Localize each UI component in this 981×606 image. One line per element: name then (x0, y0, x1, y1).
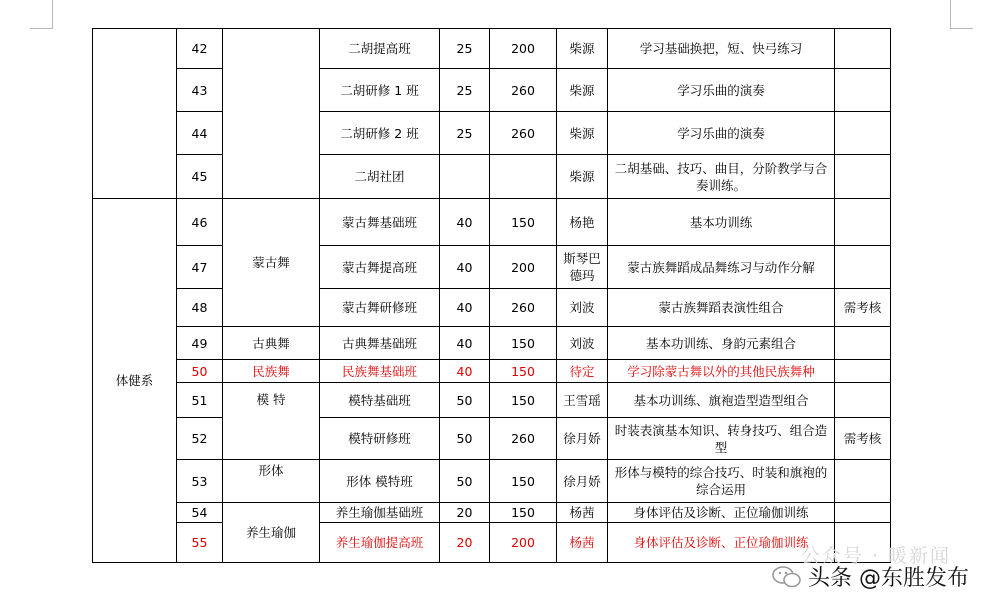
hours: 260 (490, 289, 557, 327)
category-cell: 民族舞 (223, 360, 320, 383)
course-name: 蒙古舞基础班 (320, 199, 440, 246)
hours: 260 (490, 69, 557, 112)
category-cell: 形体 (223, 460, 320, 503)
teacher: 徐月娇 (557, 418, 608, 460)
course-name: 模特基础班 (320, 383, 440, 418)
hours: 260 (490, 418, 557, 460)
students (440, 155, 490, 199)
row-no: 47 (177, 246, 223, 289)
toutiao-watermark (772, 561, 969, 592)
teacher: 柴源 (557, 155, 608, 199)
note: 需考核 (835, 289, 891, 327)
row-no: 49 (177, 327, 223, 360)
course-name: 模特研修班 (320, 418, 440, 460)
course-name: 二胡提高班 (320, 29, 440, 69)
students: 25 (440, 29, 490, 69)
students: 40 (440, 289, 490, 327)
students: 50 (440, 460, 490, 503)
row-no: 51 (177, 383, 223, 418)
table-row (93, 383, 891, 418)
note: 需考核 (835, 418, 891, 460)
hours (490, 155, 557, 199)
content: 时装表演基本知识、转身技巧、组合造型 (608, 418, 835, 460)
hours: 150 (490, 360, 557, 383)
content: 学习除蒙古舞以外的其他民族舞种 (608, 360, 835, 383)
content: 学习基础换把，短、快弓练习 (608, 29, 835, 69)
course-name: 二胡社团 (320, 155, 440, 199)
content: 学习乐曲的演奏 (608, 112, 835, 155)
wechat-watermark-text: 公众号 · 暖新闻 (800, 545, 951, 567)
course-name: 蒙古舞研修班 (320, 289, 440, 327)
table-row (93, 112, 891, 155)
teacher: 斯琴巴德玛 (557, 246, 608, 289)
students: 25 (440, 112, 490, 155)
students: 40 (440, 360, 490, 383)
teacher: 刘波 (557, 327, 608, 360)
row-no: 55 (177, 523, 223, 563)
students: 40 (440, 199, 490, 246)
dept-cell-empty (93, 29, 177, 199)
content: 形体与模特的综合技巧、时装和旗袍的综合运用 (608, 460, 835, 503)
category-cell-empty (223, 29, 320, 199)
table-row (93, 327, 891, 360)
note (835, 460, 891, 503)
students: 25 (440, 69, 490, 112)
page-corner-mark-left (30, 0, 53, 29)
row-no: 46 (177, 199, 223, 246)
note (835, 112, 891, 155)
students: 20 (440, 503, 490, 523)
toutiao-watermark-text: 头条 @东胜发布 (808, 566, 969, 591)
row-no: 48 (177, 289, 223, 327)
table-row (93, 29, 891, 69)
wechat-icon (772, 565, 802, 589)
students: 50 (440, 383, 490, 418)
course-table (92, 28, 891, 563)
course-name: 古典舞基础班 (320, 327, 440, 360)
content: 学习乐曲的演奏 (608, 69, 835, 112)
table-row (93, 523, 891, 563)
hours: 200 (490, 29, 557, 69)
content: 二胡基础、技巧、曲目，分阶教学与合奏训练。 (608, 155, 835, 199)
note (835, 383, 891, 418)
teacher: 杨茜 (557, 523, 608, 563)
table-row (93, 246, 891, 289)
table-row (93, 503, 891, 523)
content: 基本功训练 (608, 199, 835, 246)
content: 身体评估及诊断、正位瑜伽训练 (608, 503, 835, 523)
hours: 150 (490, 327, 557, 360)
category-cell: 蒙古舞 (223, 199, 320, 327)
course-name: 蒙古舞提高班 (320, 246, 440, 289)
note (835, 155, 891, 199)
teacher: 刘波 (557, 289, 608, 327)
note (835, 503, 891, 523)
hours: 150 (490, 199, 557, 246)
course-name: 养生瑜伽基础班 (320, 503, 440, 523)
row-no: 54 (177, 503, 223, 523)
table-row (93, 289, 891, 327)
row-no: 45 (177, 155, 223, 199)
hours: 150 (490, 383, 557, 418)
course-name: 二胡研修 2 班 (320, 112, 440, 155)
note (835, 29, 891, 69)
note (835, 69, 891, 112)
note (835, 199, 891, 246)
teacher: 杨艳 (557, 199, 608, 246)
teacher: 柴源 (557, 69, 608, 112)
course-name: 养生瑜伽提高班 (320, 523, 440, 563)
table-row (93, 460, 891, 503)
students: 40 (440, 246, 490, 289)
content: 基本功训练、旗袍造型造型组合 (608, 383, 835, 418)
row-no: 52 (177, 418, 223, 460)
students: 40 (440, 327, 490, 360)
students: 50 (440, 418, 490, 460)
content: 身体评估及诊断、正位瑜伽训练 (608, 523, 835, 563)
page-corner-mark-right (950, 0, 973, 29)
table-row (93, 155, 891, 199)
teacher: 柴源 (557, 29, 608, 69)
category-cell: 古典舞 (223, 327, 320, 360)
teacher: 待定 (557, 360, 608, 383)
course-name: 二胡研修 1 班 (320, 69, 440, 112)
table-row (93, 360, 891, 383)
dept-cell: 体健系 (93, 199, 177, 563)
category-cell: 养生瑜伽 (223, 503, 320, 563)
hours: 150 (490, 503, 557, 523)
row-no: 53 (177, 460, 223, 503)
category-cell: 模 特 (223, 383, 320, 460)
row-no: 44 (177, 112, 223, 155)
teacher: 柴源 (557, 112, 608, 155)
content: 蒙古族舞蹈表演性组合 (608, 289, 835, 327)
hours: 200 (490, 523, 557, 563)
note (835, 327, 891, 360)
teacher: 杨茜 (557, 503, 608, 523)
note (835, 360, 891, 383)
hours: 200 (490, 246, 557, 289)
table-row (93, 69, 891, 112)
row-no: 50 (177, 360, 223, 383)
hours: 260 (490, 112, 557, 155)
row-no: 43 (177, 69, 223, 112)
note (835, 246, 891, 289)
content: 基本功训练、身韵元素组合 (608, 327, 835, 360)
table-row (93, 199, 891, 246)
course-name: 民族舞基础班 (320, 360, 440, 383)
students: 20 (440, 523, 490, 563)
table-row (93, 418, 891, 460)
teacher: 徐月娇 (557, 460, 608, 503)
content: 蒙古族舞蹈成品舞练习与动作分解 (608, 246, 835, 289)
course-name: 形体 模特班 (320, 460, 440, 503)
hours: 150 (490, 460, 557, 503)
row-no: 42 (177, 29, 223, 69)
teacher: 王雪瑶 (557, 383, 608, 418)
